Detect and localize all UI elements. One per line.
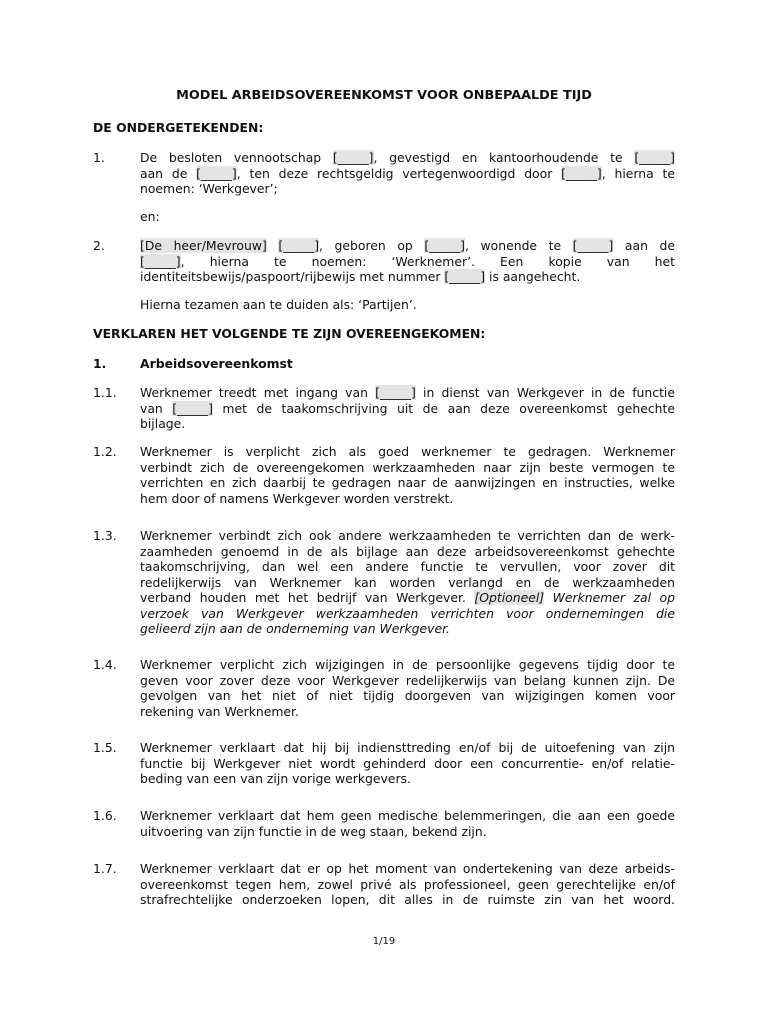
placeholder-field: [_____] [561, 165, 602, 181]
section-1-number: 1. [93, 356, 107, 371]
salutation-field: [De heer/Mevrouw] [140, 238, 267, 253]
placeholder-field: [_____] [444, 269, 486, 284]
article-1-1-number: 1.1. [93, 385, 117, 400]
article-1-3-number: 1.3. [93, 528, 117, 543]
together-text: Hierna tezamen aan te duiden als: ‘Partijen’. [140, 297, 417, 312]
article-1-5-text: Werknemer verklaart dat hij bij indiensttreding en/of bij de uitoefening van zijn functie bij Werkgever niet wordt gehinderd door een concurrentie- en/of relatie- beding van een van zijn vorige werkgevers. [140, 740, 675, 786]
party-1-text [140, 150, 675, 197]
article-1-6-text: Werknemer verklaart dat hem geen medische belemmeringen, die aan een goede uitvoering van zijn functie in de weg staan, bekend zijn. [140, 808, 675, 839]
page-number: 1/19 [372, 936, 396, 947]
agree-heading: VERKLAREN HET VOLGENDE TE ZIJN OVEREENGEKOMEN: [93, 326, 486, 341]
placeholder-field: [_____] [634, 150, 676, 165]
article-1-3-text: Werknemer verbindt zich ook andere werkzaamheden te verrichten dan de werk- zaamheden genoemd in de als bijlage aan deze arbeidsovereenkomst gehechte taakomschrijving, dan wel een andere functie te vervullen, voor zover dit redelijkerwijs van Werknemer kan worden verlangd en de werkzaamheden verband houden met het bedrijf van Werkgever. [Optioneel] Werknemer zal op verzoek van Werkgever werkzaamheden verrichten voor ondernemingen die gelieerd zijn aan de onderneming van Werkgever. [140, 528, 675, 636]
placeholder-field: [_____] [278, 238, 320, 253]
placeholder-field: [_____] [140, 253, 181, 269]
article-1-2-number: 1.2. [93, 444, 117, 459]
parties-heading: DE ONDERGETEKENDEN: [93, 120, 264, 135]
placeholder-field: [_____] [424, 238, 466, 253]
party-1-number: 1. [93, 150, 105, 165]
party-2-text [140, 238, 675, 285]
article-1-7-text: Werknemer verklaart dat er op het moment van ondertekening van deze arbeids- overeenkomst tegen hem, zowel privé als professioneel, geen gerechtelijke en/of strafrechtelijke onderzoeken lopen, dit alles in de ruimste zin van het woord. [140, 861, 675, 907]
article-1-6-number: 1.6. [93, 808, 117, 823]
document-title: MODEL ARBEIDSOVEREENKOMST VOOR ONBEPAALDE TIJD [176, 88, 592, 103]
placeholder-field: [_____] [375, 385, 416, 400]
placeholder-field: [_____] [196, 165, 237, 181]
placeholder-field: [_____] [572, 238, 614, 253]
party-2-line-3: identiteitsbewijs/paspoort/rijbewijs met nummer [_____] is aangehecht. [140, 269, 581, 284]
party-1-line-3: noemen: ‘Werkgever’; [140, 181, 278, 196]
party-1-line-2: aan de [_____], ten deze rechtsgeldig vertegenwoordigd door [_____], hierna te [140, 165, 675, 181]
and-text: en: [140, 209, 160, 224]
party-2-line-1: [De heer/Mevrouw] [_____], geboren op [_____], wonende te [_____] aan de [140, 238, 675, 253]
party-1-line-1: De besloten vennootschap [_____], gevestigd en kantoorhoudende te [_____] [140, 150, 676, 165]
placeholder-field: [_____] [172, 400, 213, 416]
article-1-7-number: 1.7. [93, 861, 117, 876]
party-2-number: 2. [93, 238, 105, 253]
placeholder-field: [_____] [332, 150, 374, 165]
section-1-title: Arbeidsovereenkomst [140, 356, 293, 371]
article-1-4-number: 1.4. [93, 657, 117, 672]
article-1-5-number: 1.5. [93, 740, 117, 755]
optional-marker: [Optioneel] [474, 590, 545, 605]
article-1-2-text: Werknemer is verplicht zich als goed werknemer te gedragen. Werknemer verbindt zich de overeengekomen werkzaamheden naar zijn beste vermogen te verrichten en zich daarbij te gedragen naar de aanwijzingen en instructies, welke hem door of namens Werkgever worden verstrekt. [140, 444, 675, 506]
party-2-line-2: [_____], hierna te noemen: ‘Werknemer’. Een kopie van het [140, 253, 675, 269]
article-1-1-text: Werknemer treedt met ingang van [_____] in dienst van Werkgever in de functie van [_____] met de taakomschrijving uit de aan deze overeenkomst gehechte bijlage. [140, 385, 676, 431]
article-1-4-text: Werknemer verplicht zich wijzigingen in de persoonlijke gegevens tijdig door te geven voor zover deze voor Werkgever redelijkerwijs van belang kunnen zijn. De gevolgen van het niet of niet tijdig doorgeven van wijzigingen komen voor rekening van Werknemer. [140, 657, 675, 719]
